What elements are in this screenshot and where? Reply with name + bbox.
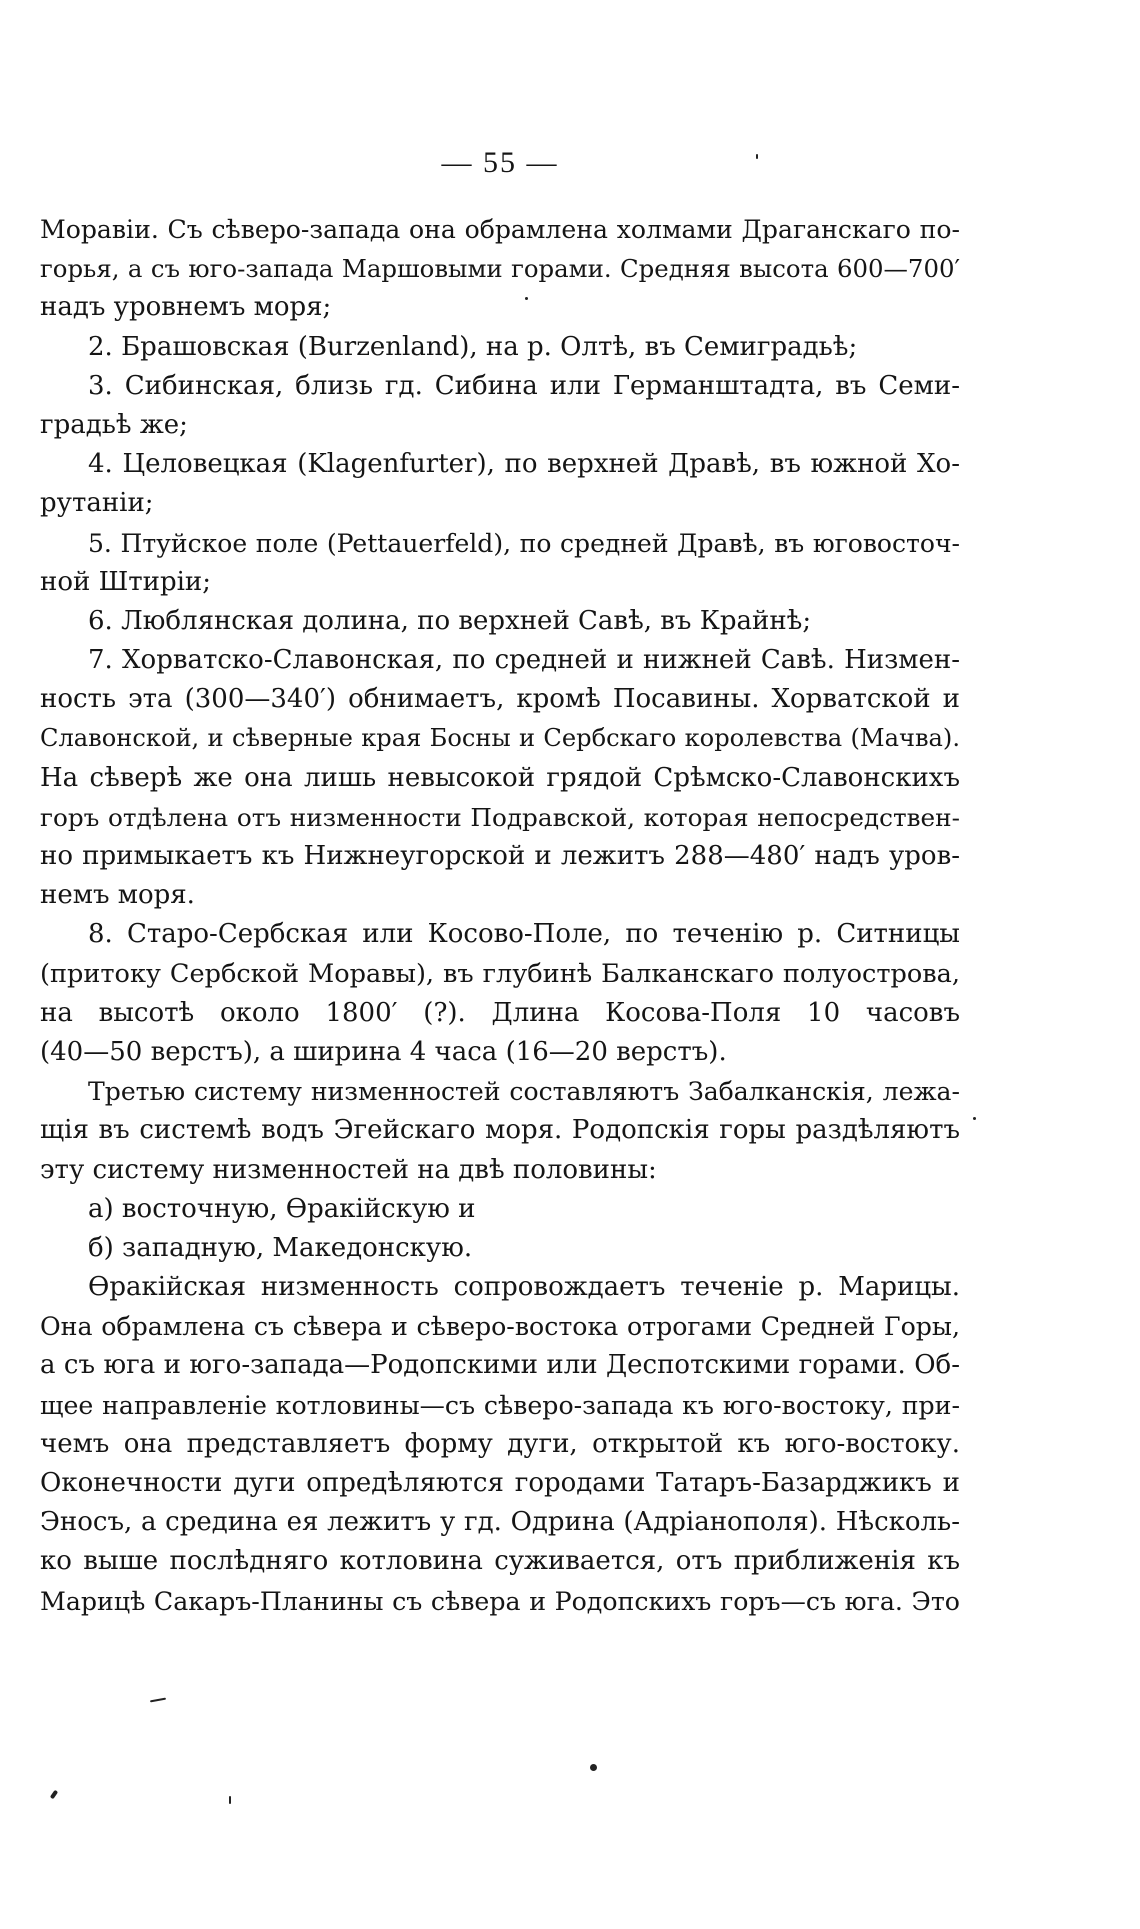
text-line: а) восточную, Ѳракійскую и	[88, 1193, 476, 1224]
text-line: чемъ она представляетъ форму дуги, открытой къ юго-востоку.	[40, 1428, 960, 1459]
text-line: Оконечности дуги опредѣляются городами Татаръ-Базарджикъ и	[40, 1468, 960, 1498]
book-page	[40, 0, 960, 1929]
text-line: 2. Брашовская (Burzenland), на р. Олтѣ, въ Семиградьѣ;	[88, 331, 858, 362]
text-line: щія въ системѣ водъ Эгейскаго моря. Родопскія горы раздѣляютъ	[40, 1115, 960, 1146]
text-line: На сѣверѣ же она лишь невысокой грядой Срѣмско-Славонскихъ	[40, 762, 960, 793]
text-line: эту систему низменностей на двѣ половины:	[40, 1154, 657, 1185]
text-line: на высотѣ около 1800′ (?). Длина Косова-Поля 10 часовъ	[40, 997, 960, 1028]
text-line: Славонской, и сѣверные края Босны и Сербскаго королевства (Мачва).	[40, 724, 960, 753]
text-line: надъ уровнемъ моря;	[40, 292, 332, 323]
text-line: горъ отдѣлена отъ низменности Подравской, которая непосредствен-	[40, 802, 960, 832]
text-line: Она обрамлена съ сѣвера и сѣверо-востока отрогами Средней Горы,	[40, 1312, 960, 1342]
scan-speck	[229, 1796, 231, 1804]
text-line: Марицѣ Сакаръ-Планины съ сѣвера и Родопскихъ горъ—съ юга. Это	[40, 1586, 960, 1616]
text-line: горья, а съ юго-запада Маршовыми горами. Средняя высота 600—700′	[40, 254, 960, 284]
text-line: ко выше послѣдняго котловина суживается, отъ приближенія къ	[40, 1546, 960, 1577]
page-text	[40, 210, 960, 1621]
text-line: Ѳракійская низменность сопровождаетъ теченіе р. Марицы.	[88, 1272, 960, 1303]
text-line: ной Штиріи;	[40, 566, 212, 597]
text-line: (притоку Сербской Моравы), въ глубинѣ Балканскаго полуострова,	[40, 958, 960, 989]
scan-speck	[525, 297, 528, 300]
text-line: ность эта (300—340′) обнимаетъ, кромѣ Посавины. Хорватской и	[40, 684, 960, 715]
text-line: 4. Целовецкая (Klagenfurter), по верхней Дравѣ, въ южной Хо-	[88, 449, 960, 480]
text-line: Эносъ, а средина ея лежитъ у гд. Одрина (Адріанополя). Нѣсколь-	[40, 1507, 960, 1538]
text-line: 5. Птуйское поле (Pettauerfeld), по средней Дравѣ, въ юговосточ-	[88, 528, 960, 558]
text-line: 6. Люблянская долина, по верхней Савѣ, въ Крайнѣ;	[88, 605, 812, 636]
text-line: а съ юга и юго-запада—Родопскими или Деспотскими горами. Об-	[40, 1350, 960, 1381]
text-line: б) западную, Македонскую.	[88, 1232, 473, 1263]
scan-speck	[756, 154, 758, 159]
text-line: градьѣ же;	[40, 409, 188, 440]
text-line: немъ моря.	[40, 880, 195, 911]
text-line: 8. Старо-Сербская или Косово-Поле, по теченію р. Ситницы	[88, 919, 960, 950]
text-line: Третью систему низменностей составляютъ Забалканскія, лежа-	[88, 1077, 960, 1107]
text-line: рутаніи;	[40, 488, 154, 519]
text-line: 7. Хорватско-Славонская, по средней и нижней Савѣ. Низмен-	[88, 645, 960, 676]
text-line: но примыкаетъ къ Нижнеугорской и лежитъ 288—480′ надъ уров-	[40, 841, 960, 871]
page-number: — 55 —	[441, 146, 559, 179]
text-line: 3. Сибинская, близь гд. Сибина или Германштадта, въ Семи-	[88, 370, 960, 401]
scan-speck	[590, 1764, 597, 1771]
text-line: (40—50 верстъ), а ширина 4 часа (16—20 верстъ).	[40, 1036, 727, 1067]
text-line: щее направленіе котловины—съ сѣверо-запада къ юго-востоку, при-	[40, 1390, 960, 1420]
text-line: Моравіи. Съ сѣверо-запада она обрамлена холмами Драганскаго по-	[40, 215, 960, 244]
scan-speck	[973, 1117, 976, 1120]
